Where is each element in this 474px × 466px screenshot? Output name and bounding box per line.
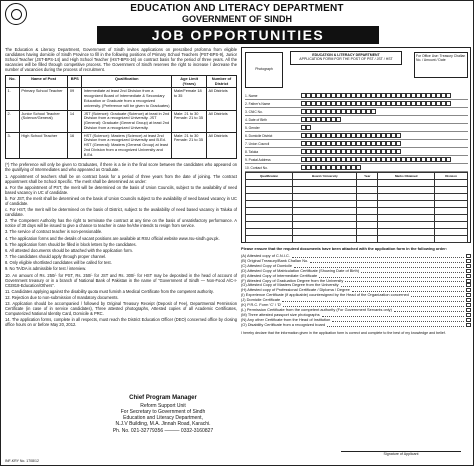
cell-age: Male: 21 to 30 Female: 21 to 35 — [172, 110, 207, 132]
cell-district: All Districts — [206, 88, 236, 110]
checkbox[interactable] — [466, 279, 471, 283]
qual-col: Year — [357, 173, 378, 180]
term-item: 13. Application should be accompanied / followed by Original Treasury Receipt (Deposit of Fee), Departmental Permission Certificate (in case of in service candidates), Three attested photographs, Attested copies of all Academic Certificates, Computerized National Identity Card, Domicile & PRC. — [5, 301, 237, 316]
checklist-item: (G) Attested Copy of Masters Degree from the University — [241, 283, 471, 288]
applicant-signature-line[interactable]: Signature of Applicant — [341, 451, 461, 456]
field-label: 8. Taluka — [245, 149, 259, 154]
form-title: EDUCATION & LITERACY DEPARTMENT — [312, 53, 380, 57]
field-label: 10. Contact No. — [245, 165, 268, 170]
checklist-item: (O) Disability Certificate from a recognized board — [241, 323, 471, 328]
checklist-item: (A) Attested copy of C.N.I.C. — [241, 254, 471, 259]
documents-checklist — [241, 247, 471, 335]
cell-bps: 09 — [68, 88, 82, 110]
form-row — [245, 116, 468, 124]
vacancies-table — [5, 75, 237, 159]
photo-box — [245, 52, 283, 88]
cell-post: Junior School Teacher (Science/General) — [19, 110, 68, 132]
checkbox[interactable] — [466, 264, 471, 268]
table-row — [6, 88, 237, 110]
advertisement-body — [5, 47, 237, 328]
signatory-phone: Ph. No. 021-32779356 ——— 0332-3160827 — [112, 427, 214, 434]
qual-header-row — [246, 173, 468, 180]
term-item: 10. An amount of Rs. 250/- for PST, Rs. 250/- for JST and Rs. 300/- for HST may be deposited in the head of account of Government treasury or in a branch of National Bank of Pakistan in the name of "Government of Sindh — Non-Food A/C-I-C02818-Education/Others". — [5, 272, 237, 288]
term-item: 9. No TA/DA is admissible for test / interview. — [5, 266, 87, 272]
checkbox[interactable] — [466, 259, 471, 263]
term-item: c. For HST, the merit will be determined on the basis of District, subject to the availability of need based vacancy in Taluka of candidate. — [5, 207, 237, 218]
job-opportunities-banner: JOB OPPORTUNITIES — [97, 26, 379, 44]
term-item: (*) The preference will only be given to Graduates, if there is a tie in the final score between the candidates who appeared on the qualifying of Intermediates and who appeared as Graduate. — [5, 162, 237, 173]
cell-no: 2. — [6, 110, 20, 132]
declaration: I hereby declare that the information given in the application form is correct and complete to the best of my knowledge and belief. — [241, 330, 446, 335]
field-label: 3. CNIC No. — [245, 109, 263, 114]
col-post: Name of Post — [19, 75, 68, 88]
field-label: 6. Domicile District — [245, 133, 273, 138]
cell-qualification: HST (Science): Masters (Science) at least 2nd Division from a recognized University and B.Ed. HST (General): Masters (General Group) at least 2nd Division from a recognized University and B.Ed. — [82, 132, 172, 159]
form-row — [245, 124, 468, 132]
checkbox[interactable] — [466, 274, 471, 278]
form-subtitle: APPLICATION FORM FOR THE POST OF PST / JST / HST — [299, 57, 393, 62]
cell-district: All Districts — [206, 110, 236, 132]
qual-row[interactable] — [246, 208, 468, 215]
term-item: 1. Appointment of teachers shall be on contract basis for a period of three years from the date of joining. The contract appointment shall be School Specific. The merit shall be determined as under: — [5, 173, 237, 184]
form-row — [245, 148, 468, 156]
signature-block — [93, 395, 233, 434]
checklist-item: (L) Permission Certificate from the competent authority (For Government Servants only) — [241, 308, 471, 313]
character-boxes[interactable] — [301, 125, 311, 130]
government-subtitle: GOVERNMENT OF SINDH — [181, 14, 292, 24]
qual-col: Marks Obtained — [378, 173, 435, 180]
form-row — [245, 132, 468, 140]
signatory-line: For Secretary to Government of Sindh — [120, 408, 206, 415]
character-boxes[interactable] — [301, 141, 401, 146]
cell-no: 1. — [6, 88, 20, 110]
cell-qualification: JST (Science): Graduate (Science) at least in 2nd Division from a recognized University. JST (General): Graduate (General Group) at least 2nd Division from a recognized University. — [82, 110, 172, 132]
checklist-item: (K) P.R.C. Form 'C' / 'D' — [241, 303, 471, 308]
qualification-table — [245, 172, 468, 243]
cell-age: Male/Female 18 to 35 — [172, 88, 207, 110]
term-item: b. For JST, the merit shall be determined on the basis of Union Councils subject to the availability of need based vacancy in UC of candidate. — [5, 195, 237, 206]
cell-bps: 16 — [68, 132, 82, 159]
form-row — [245, 92, 468, 100]
character-boxes[interactable] — [301, 93, 451, 98]
checkbox[interactable] — [466, 288, 471, 292]
table-row — [6, 132, 237, 159]
term-item: 14. The application forms, complete in all respects, must reach the District Education Officer (DEO) concerned office by closing office hours on or before May 20, 2012. — [5, 317, 237, 328]
checklist-item: (E) Attested Copy of Intermediate Certificate — [241, 274, 471, 279]
photo-label: Photograph — [255, 67, 273, 71]
term-item: 5. The application form should be filled in block letters by the candidates. — [5, 241, 137, 247]
cell-post: High School Teacher — [19, 132, 68, 159]
terms-list — [5, 162, 237, 327]
checklist-item: (I) Experience Certificate (if applicable) countersigned by the Head of the Organization concerned — [241, 293, 471, 298]
qual-row[interactable] — [246, 229, 468, 236]
col-district: Number of District — [206, 75, 236, 88]
field-label: 7. Union Council — [245, 141, 270, 146]
form-row — [245, 156, 468, 164]
form-fields — [245, 92, 468, 172]
qual-row[interactable] — [246, 187, 468, 194]
checklist-item: (B) Original Treasury/Bank Challan No. — [241, 259, 471, 264]
signatory-line: Education and Literacy Department, — [123, 415, 203, 421]
checkbox[interactable] — [466, 293, 471, 297]
cell-bps: 14 — [68, 110, 82, 132]
intro-paragraph: The Education & Literacy Department, Government of Sindh invites applications on prescribed proforma from eligible candidates having domicile of Sindh Province to fill in the following positions of Primary School Teachers (PST-BPS-9), Junior School Teacher (JST-BPS-14) and High School Teacher (HST-BPS-16) on contract basis for the period of three years. All the vacancies will be filled through competitive process. The Government of Sindh reserves the right to increase / decrease the number of vacancies during the process of recruitment. — [5, 47, 237, 72]
col-age: Age Limit (Years) — [172, 75, 207, 88]
character-boxes[interactable] — [301, 101, 451, 106]
form-row — [245, 164, 468, 172]
checklist-item: (F) Attested Copy of Graduation Degree from the University — [241, 279, 471, 284]
application-form — [241, 47, 471, 243]
field-label: 9. Postal Address — [245, 157, 271, 162]
character-boxes[interactable] — [301, 165, 361, 170]
qual-row[interactable] — [246, 180, 468, 187]
checkbox[interactable] — [466, 303, 471, 307]
character-boxes[interactable] — [301, 133, 401, 138]
form-row — [245, 140, 468, 148]
qual-row[interactable] — [246, 236, 468, 243]
term-item: 7. The candidates should apply through proper channel. — [5, 254, 107, 260]
character-boxes[interactable] — [301, 109, 376, 114]
ad-reference: INF-KRY No. 1708/12 — [5, 459, 39, 463]
cell-qualification: Intermediate at least 2nd Division from a recognized Board of Intermediate & Secondary Education or Graduate from a recognized university. (Preference will be given to Graduates) — [82, 88, 172, 110]
checkbox[interactable] — [466, 323, 471, 327]
signatory-line: Reform Support Unit — [140, 402, 186, 409]
table-row — [6, 110, 237, 132]
office-use-box: For Office Use: Treasury Challan No. / Amount / Date — [414, 52, 468, 78]
checklist-item: (H) Attested copy of Professional Certificate / Diploma / Degree — [241, 288, 471, 293]
department-title: EDUCATION AND LITERACY DEPARTMENT — [130, 3, 344, 14]
term-item: 8. Only eligible shortlisted candidates will be called for test. — [5, 260, 112, 266]
signatory-title: Chief Program Manager — [129, 395, 197, 401]
qual-row[interactable] — [246, 215, 468, 222]
col-bps: BPS — [68, 75, 82, 88]
checklist-heading: Please ensure that the required documents have been attached with the application form in the following order: — [241, 246, 448, 251]
term-item: a. For the appointment of PST, the merit will be determined on the basis of Union Councils, subject to the availability of need based vacancy in UC of candidate. — [5, 184, 237, 195]
character-boxes[interactable] — [301, 157, 451, 162]
cell-post: Primary School Teacher — [19, 88, 68, 110]
field-label: 5. Gender — [245, 125, 260, 130]
checkbox[interactable] — [466, 298, 471, 302]
character-boxes[interactable] — [301, 149, 401, 154]
col-qualification: Qualification — [82, 75, 172, 88]
term-item: 2. The Competent Authority has the right to terminate the contract at any time on the basis of unsatisfactory performance. A notice of 30 days will be issued to give a chance to teacher in case he/she intends to resign from service. — [5, 218, 237, 229]
cell-no: 3. — [6, 132, 20, 159]
term-item: 3. The service of contract teacher is non-pensionable. — [5, 229, 103, 235]
term-item: 6. All attested documents should be attached with the application form. — [5, 247, 133, 253]
character-boxes[interactable] — [301, 117, 341, 122]
cell-district: All Districts — [206, 132, 236, 159]
field-label: 4. Date of Birth — [245, 117, 267, 122]
checkbox[interactable] — [466, 318, 471, 322]
col-no: No. — [6, 75, 20, 88]
signatory-line: N.J.V Building, M.A. Jinnah Road, Karachi. — [115, 421, 211, 428]
qual-col: Board / University — [293, 173, 357, 180]
form-row — [245, 108, 468, 116]
checklist-item: (J) Domicile Certificate — [241, 298, 471, 303]
term-item: 4. The application forms and the details of vacant positions are available at RSU official website www.rsu-sindh.gov.pk. — [5, 235, 220, 241]
form-title-box — [290, 51, 402, 65]
checklist-item: (M) Three attested passport size photographs — [241, 313, 471, 318]
checkbox[interactable] — [466, 283, 471, 287]
term-item: 11. Candidates applying against the disability quota must furnish a Medical Certificate from the competent authority. — [5, 288, 214, 294]
checkbox[interactable] — [466, 254, 471, 258]
checkbox[interactable] — [466, 308, 471, 312]
checklist-item: (D) Attested Copy of Matriculation Certificate (Showing Date of Birth) — [241, 269, 471, 274]
field-label: 2. Father's Name — [245, 101, 271, 106]
qual-col: Qualification — [246, 173, 293, 180]
qual-row[interactable] — [246, 194, 468, 201]
checkbox[interactable] — [466, 313, 471, 317]
field-label: 1. Name — [245, 93, 258, 98]
qual-row[interactable] — [246, 222, 468, 229]
checklist-item: (N) Any other Certificate from the Head of Institution — [241, 318, 471, 323]
checkbox[interactable] — [466, 269, 471, 273]
term-item: 12. Rejection due to non-submission of mandatory documents. — [5, 294, 119, 300]
table-header-row — [6, 75, 237, 88]
form-row — [245, 100, 468, 108]
checklist-item: (C) Attested Copy of Domicile — [241, 264, 471, 269]
cell-age: Male: 21 to 30 Female: 21 to 35 — [172, 132, 207, 159]
qual-row[interactable] — [246, 201, 468, 208]
qual-col: Division — [435, 173, 468, 180]
